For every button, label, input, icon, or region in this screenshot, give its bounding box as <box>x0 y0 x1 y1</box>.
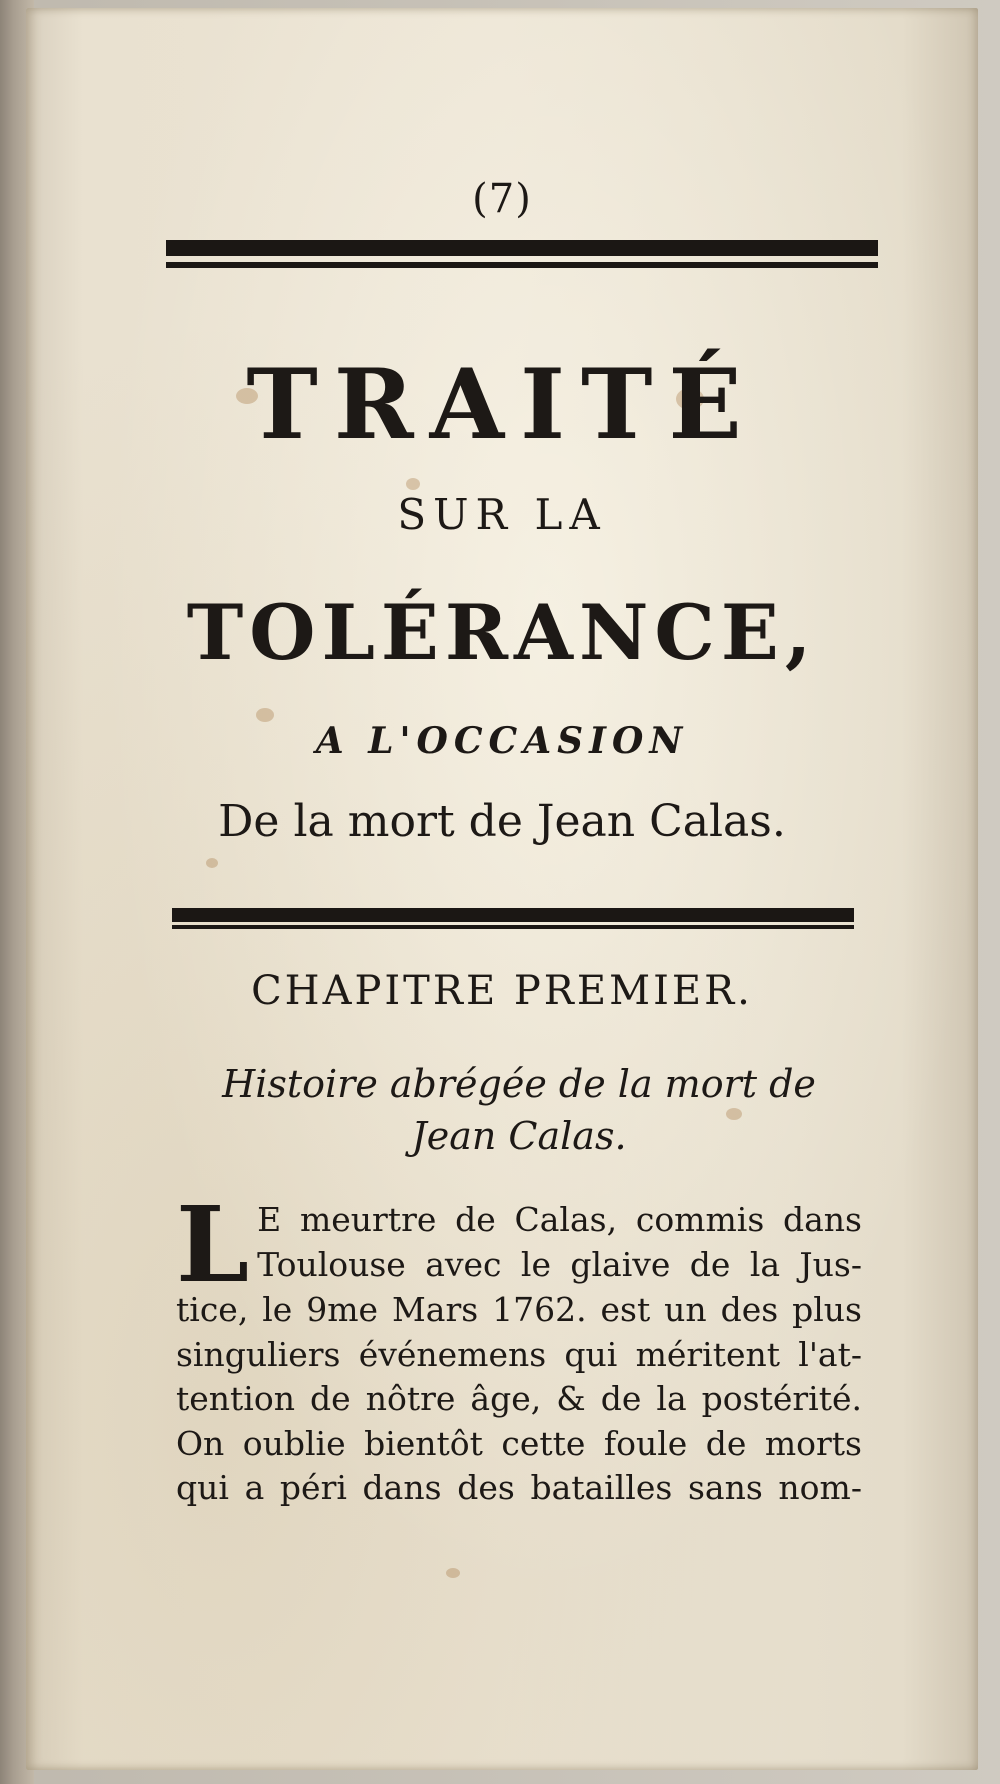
title-sur-la: SUR LA <box>397 490 607 539</box>
top-double-rule <box>166 240 878 270</box>
drop-cap: L <box>176 1183 250 1306</box>
body-line: tice, le 9me Mars 1762. est un des plus <box>176 1290 862 1329</box>
body-line: On oublie bientôt cette foule de morts <box>176 1423 862 1463</box>
title-subtitle: De la mort de Jean Calas. <box>218 796 786 847</box>
body-line: E meurtre de Calas, commis dans <box>257 1200 862 1239</box>
dropcap-lines <box>252 1198 862 1287</box>
subheading-line-1: Histoire abrégée de la mort de <box>222 1062 816 1106</box>
middle-double-rule <box>172 908 854 930</box>
body-line: singuliers événemens qui méritent l'at- <box>176 1334 862 1374</box>
foxing-spot <box>206 858 218 868</box>
title-traite: TRAITÉ <box>246 348 758 461</box>
page-number: (7) <box>472 176 532 222</box>
foxing-spot <box>406 478 420 490</box>
subheading-line-2: Jean Calas. <box>411 1114 627 1158</box>
title-occasion: A L'OCCASION <box>315 720 689 762</box>
chapter-heading: CHAPITRE PREMIER. <box>251 968 753 1014</box>
body-line: Toulouse avec le glaive de la Jus- <box>257 1244 862 1284</box>
body-line: qui a péri dans des batailles sans nom- <box>176 1468 862 1507</box>
body-line: tention de nôtre âge, & de la postérité. <box>176 1379 862 1418</box>
foxing-spot <box>446 1568 460 1578</box>
book-page <box>26 8 978 1770</box>
body-paragraph <box>176 1183 862 1511</box>
chapter-subheading <box>174 1058 864 1162</box>
title-tolerance: TOLÉRANCE, <box>186 588 818 677</box>
